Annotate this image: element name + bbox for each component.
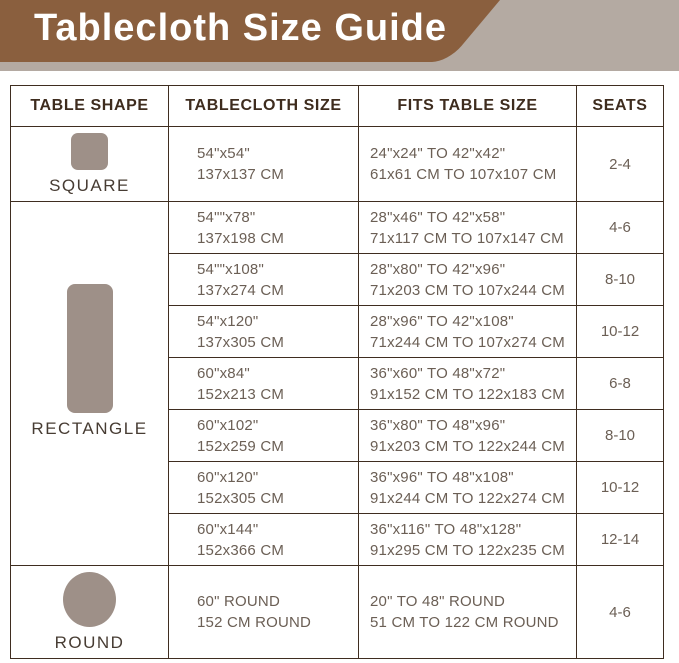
fits-table-size-cell [359,566,577,659]
shape-label-round: ROUND [54,632,125,652]
header-tablecloth-size: TABLECLOTH SIZE [169,86,359,127]
size-cm: 137x305 CM [197,333,285,351]
seats-cell: 8-10 [577,410,664,462]
tablecloth-size-cell [169,202,359,254]
tablecloth-size-cell [169,566,359,659]
size-cm: 152x366 CM [197,541,285,559]
fits-cm: 51 CM TO 122 CM ROUND [370,614,559,631]
fits-inches: 36"x116" TO 48"x128" [370,520,522,538]
seats-cell: 10-12 [577,306,664,358]
fits-inches: 36"x96" TO 48"x108" [370,468,514,486]
size-inches: 60" ROUND [197,593,280,610]
shape-cell-square [11,127,169,202]
tablecloth-size-cell [169,410,359,462]
size-inches: 60"x102" [197,416,259,434]
tablecloth-size-cell [169,462,359,514]
header-table-shape: TABLE SHAPE [11,86,169,127]
fits-table-size-cell [359,254,577,306]
fits-table-size-cell [359,358,577,410]
size-inches: 54"x120" [197,312,259,330]
page-title: Tablecloth Size Guide [34,7,448,49]
size-cm: 152x259 CM [197,437,285,455]
title-banner [0,0,679,71]
fits-table-size-cell [359,514,577,566]
size-cm: 152x213 CM [197,385,285,403]
size-inches: 60"x84" [197,364,250,382]
header-seats: SEATS [577,86,664,127]
shape-label-square: SQUARE [49,175,130,195]
table-row [11,202,664,254]
fits-table-size-cell [359,410,577,462]
seats-cell: 8-10 [577,254,664,306]
fits-cm: 61x61 CM TO 107x107 CM [370,166,557,183]
tablecloth-size-cell [169,127,359,202]
size-cm: 152x305 CM [197,489,285,507]
size-cm: 137x198 CM [197,229,285,247]
seats-cell: 6-8 [577,358,664,410]
fits-cm: 71x244 CM TO 107x274 CM [370,333,565,351]
seats-cell: 4-6 [577,566,664,659]
size-inches: 54""x78" [197,208,256,226]
tablecloth-size-cell [169,306,359,358]
table-row [11,566,664,659]
size-guide-table [10,85,664,659]
fits-inches: 20" TO 48" ROUND [370,593,506,610]
header-fits-table-size: FITS TABLE SIZE [359,86,577,127]
size-cm: 137x274 CM [197,281,285,299]
fits-inches: 28"x96" TO 42"x108" [370,312,514,330]
table-row [11,127,664,202]
tablecloth-size-cell [169,358,359,410]
seats-cell: 4-6 [577,202,664,254]
fits-table-size-cell [359,202,577,254]
shape-label-rectangle: RECTANGLE [31,419,148,438]
seats-cell: 10-12 [577,462,664,514]
size-cm: 152 CM ROUND [197,614,312,631]
fits-inches: 24"x24" TO 42"x42" [370,145,506,162]
size-inches: 54""x108" [197,260,264,278]
shape-cell-round [11,566,169,659]
header-row [11,86,664,127]
fits-table-size-cell [359,462,577,514]
size-inches: 54"x54" [197,145,250,162]
tablecloth-size-cell [169,254,359,306]
fits-cm: 71x117 CM TO 107x147 CM [370,229,564,247]
fits-inches: 36"x60" TO 48"x72" [370,364,506,382]
fits-inches: 28"x46" TO 42"x58" [370,208,506,226]
shape-cell-rectangle [11,202,169,566]
seats-cell: 12-14 [577,514,664,566]
fits-inches: 36"x80" TO 48"x96" [370,416,506,434]
square-shape-icon [71,133,108,170]
fits-cm: 71x203 CM TO 107x244 CM [370,281,565,299]
fits-inches: 28"x80" TO 42"x96" [370,260,506,278]
fits-table-size-cell [359,306,577,358]
fits-cm: 91x244 CM TO 122x274 CM [370,489,565,507]
round-shape-icon [63,572,116,627]
seats-cell: 2-4 [577,127,664,202]
tablecloth-size-cell [169,514,359,566]
size-inches: 60"x120" [197,468,259,486]
fits-cm: 91x152 CM TO 122x183 CM [370,385,565,403]
size-inches: 60"x144" [197,520,259,538]
fits-cm: 91x295 CM TO 122x235 CM [370,541,565,559]
rectangle-shape-icon [67,284,113,413]
fits-table-size-cell [359,127,577,202]
size-cm: 137x137 CM [197,166,285,183]
fits-cm: 91x203 CM TO 122x244 CM [370,437,565,455]
